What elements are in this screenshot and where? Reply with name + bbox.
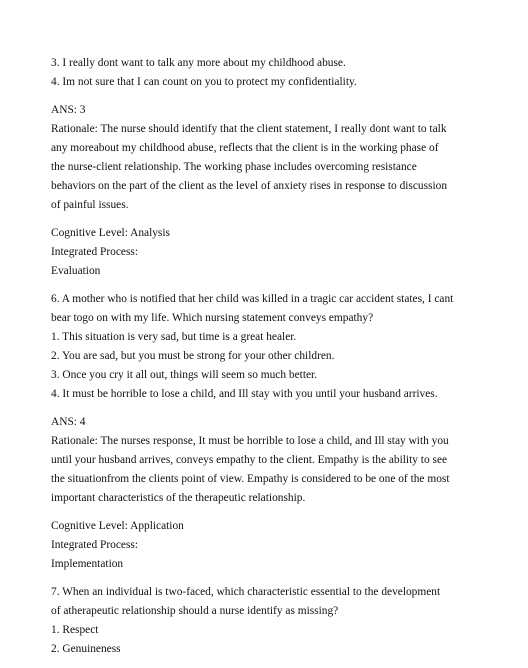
integrated-process-value: Evaluation bbox=[51, 265, 101, 277]
integrated-process-label: Integrated Process: bbox=[51, 539, 138, 551]
q5-options bbox=[51, 54, 481, 92]
rationale-line: important characteristics of the therapeutic relationship. bbox=[51, 492, 306, 504]
question-stem: of atherapeutic relationship should a nurse identify as missing? bbox=[51, 605, 339, 617]
option-line: 3. Once you cry it all out, things will seem so much better. bbox=[51, 369, 318, 381]
rationale-line: the situationfrom the clients point of view. Empathy is considered to be one of the most bbox=[51, 473, 450, 485]
question-stem: 6. A mother who is notified that her child was killed in a tragic car accident states, I cant bbox=[51, 293, 454, 305]
q6-question bbox=[51, 290, 481, 404]
option-line: 1. Respect bbox=[51, 624, 99, 636]
question-stem: bear togo on with my life. Which nursing statement conveys empathy? bbox=[51, 312, 374, 324]
rationale-line: Rationale: The nurses response, It must be horrible to lose a child, and Ill stay with you bbox=[51, 435, 449, 447]
rationale-line: the nurse-client relationship. The working phase includes overcoming resistance bbox=[51, 161, 417, 173]
option-line: 2. Genuineness bbox=[51, 643, 121, 655]
rationale-line: behaviors on the part of the client as the level of anxiety rises in response to discussion bbox=[51, 180, 448, 192]
option-line: 1. This situation is very sad, but time is a great healer. bbox=[51, 331, 297, 343]
cognitive-level: Cognitive Level: Application bbox=[51, 520, 184, 532]
q5-meta bbox=[51, 224, 481, 281]
option-line: 2. You are sad, but you must be strong for your other children. bbox=[51, 350, 335, 362]
rationale-line: any moreabout my childhood abuse, reflects that the client is in the working phase of bbox=[51, 142, 439, 154]
answer-label: ANS: 4 bbox=[51, 416, 86, 428]
answer-label: ANS: 3 bbox=[51, 104, 86, 116]
q7-question bbox=[51, 583, 481, 659]
q6-answer-block bbox=[51, 413, 481, 508]
q5-answer-block bbox=[51, 101, 481, 215]
document-page bbox=[51, 54, 481, 668]
option-line: 4. It must be horrible to lose a child, and Ill stay with you until your husband arrives. bbox=[51, 388, 438, 400]
integrated-process-label: Integrated Process: bbox=[51, 246, 138, 258]
option-line: 3. I really dont want to talk any more about my childhood abuse. bbox=[51, 57, 346, 69]
option-line: 4. Im not sure that I can count on you to protect my confidentiality. bbox=[51, 76, 357, 88]
rationale-line: until your husband arrives, conveys empathy to the client. Empathy is the ability to see bbox=[51, 454, 448, 466]
rationale-line: Rationale: The nurse should identify that the client statement, I really dont want to talk bbox=[51, 123, 447, 135]
integrated-process-value: Implementation bbox=[51, 558, 124, 570]
rationale-line: of painful issues. bbox=[51, 199, 129, 211]
question-stem: 7. When an individual is two-faced, which characteristic essential to the development bbox=[51, 586, 441, 598]
q6-meta bbox=[51, 517, 481, 574]
cognitive-level: Cognitive Level: Analysis bbox=[51, 227, 170, 239]
